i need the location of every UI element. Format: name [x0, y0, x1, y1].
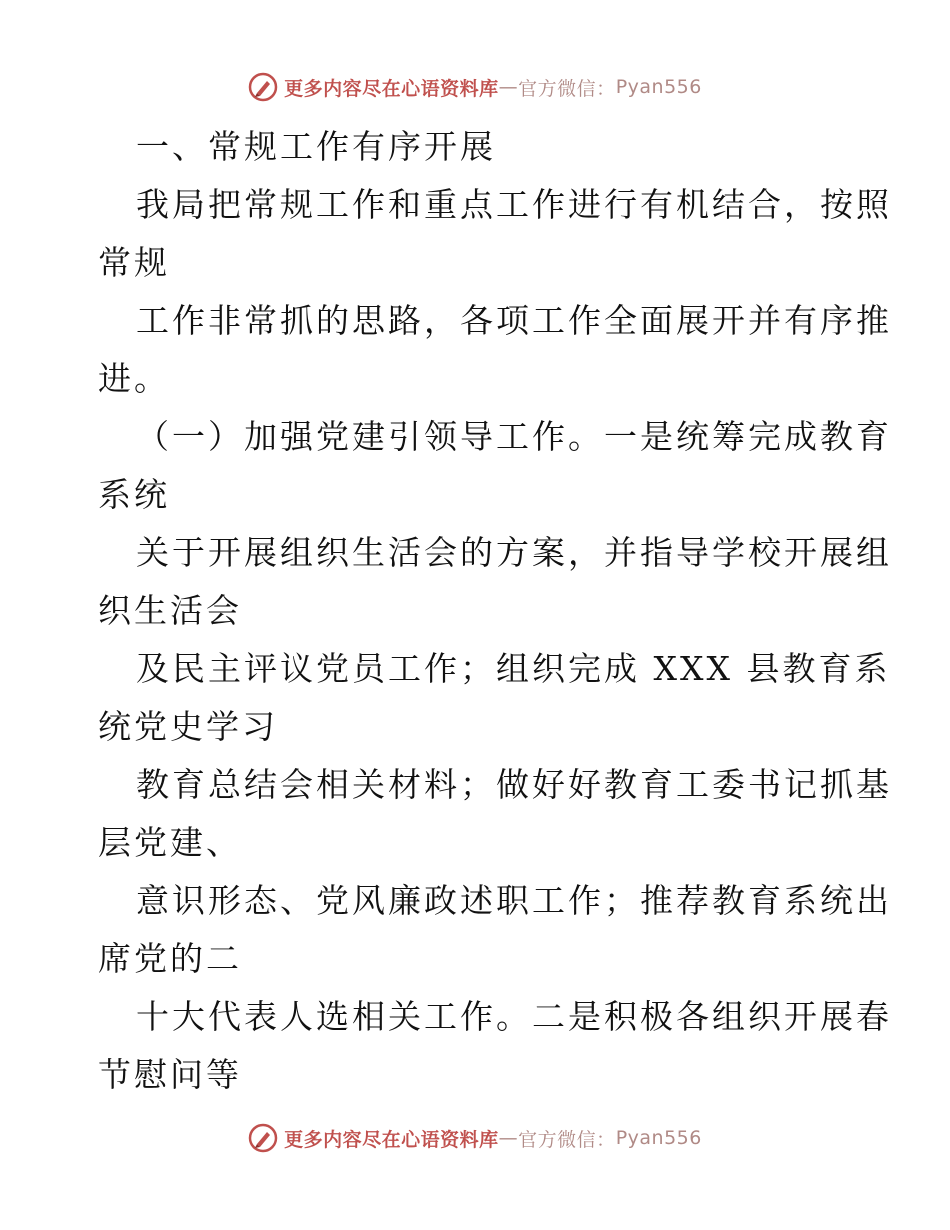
doc-line: 常规 [98, 243, 170, 282]
doc-line: 意识形态、党风廉政述职工作；推荐教育系统出 [136, 881, 892, 920]
doc-line: 及民主评议党员工作；组织完成 XXX 县教育系 [136, 649, 891, 688]
doc-line: （一）加强党建引领导工作。一是统筹完成教育 [136, 417, 892, 456]
doc-line: 织生活会 [98, 591, 242, 630]
footer-watermark [0, 1123, 950, 1153]
watermark-separator: — [498, 76, 519, 98]
pen-logo-icon [248, 72, 278, 102]
watermark-separator: — [498, 1127, 519, 1149]
watermark-wechat-id: Pyan556 [615, 76, 702, 98]
doc-line: 工作非常抓的思路，各项工作全面展开并有序推 [136, 301, 892, 340]
watermark-official: 官方微信： [518, 1128, 616, 1151]
doc-line: 进。 [98, 359, 170, 398]
doc-line: 十大代表人选相关工作。二是积极各组织开展春 [136, 997, 892, 1036]
doc-line: 关于开展组织生活会的方案，并指导学校开展组 [136, 533, 892, 572]
doc-line: 教育总结会相关材料；做好好教育工委书记抓基 [136, 765, 892, 804]
watermark-brand: 更多内容尽在心语资料库 [284, 1128, 499, 1151]
doc-line: 统党史学习 [98, 707, 278, 746]
doc-line: 我局把常规工作和重点工作进行有机结合，按照 [136, 185, 892, 224]
document-body [98, 118, 892, 1104]
doc-line: 一、常规工作有序开展 [136, 127, 496, 166]
doc-line: 层党建、 [98, 823, 242, 862]
doc-line: 节慰问等 [98, 1055, 242, 1094]
watermark-wechat-id: Pyan556 [615, 1127, 702, 1149]
header-watermark [0, 72, 950, 102]
watermark-official: 官方微信： [518, 77, 616, 100]
pen-logo-icon [248, 1123, 278, 1153]
doc-line: 席党的二 [98, 939, 242, 978]
watermark-brand: 更多内容尽在心语资料库 [284, 77, 499, 100]
doc-line: 系统 [98, 475, 170, 514]
